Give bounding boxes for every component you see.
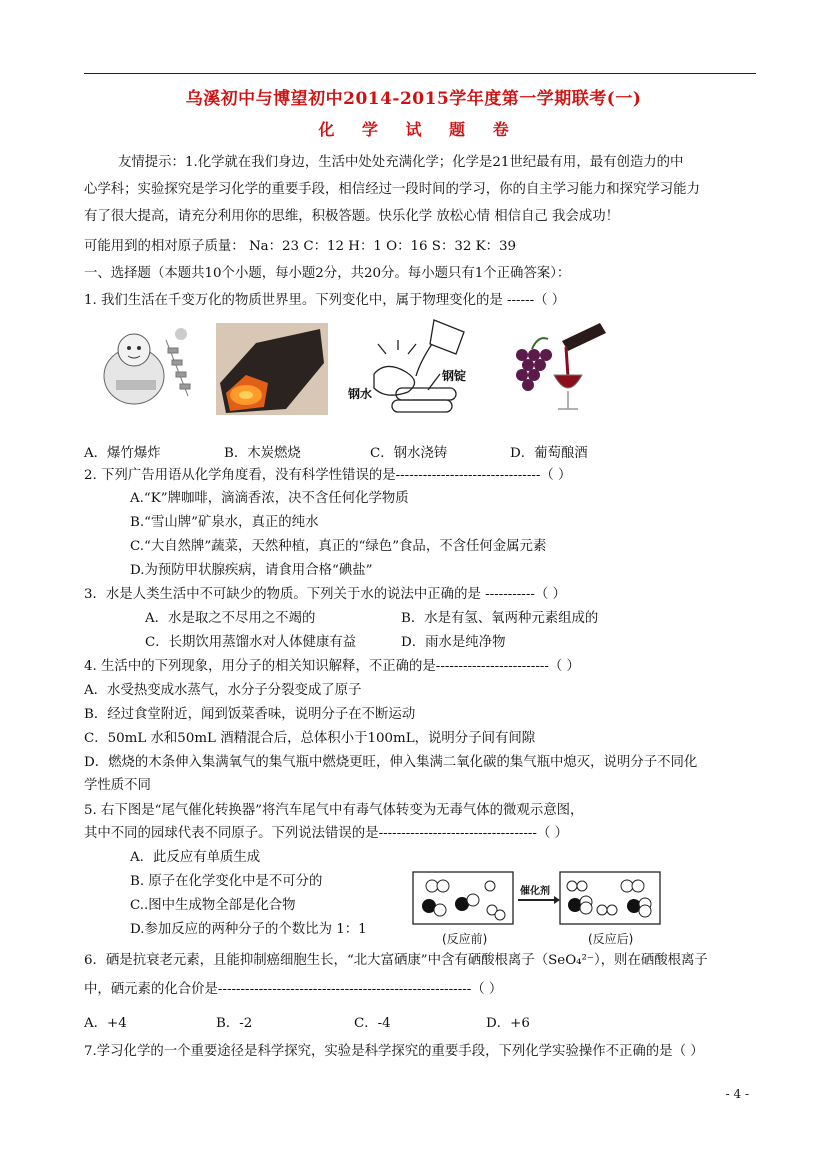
q5-option-c: C..图中生成物全部是化合物	[130, 898, 296, 913]
q6-option-b: B．-2	[216, 1016, 253, 1031]
q6-option-a: A．+4	[84, 1016, 127, 1031]
q2-stem: 2. 下列广告用语从化学角度看，没有科学性错误的是--------------------------------（ ）	[84, 468, 572, 483]
q6-stem-line2: 中，硒元素的化合价是--------------------------------------------------------（ ）	[84, 982, 503, 997]
q5-option-a: A．此反应有单质生成	[130, 850, 261, 865]
q3-options-row1	[145, 608, 598, 630]
exam-title: 乌溪初中与博望初中2014-2015学年度第一学期联考(一)	[185, 89, 642, 109]
intro-line-2: 心学科；实验探究是学习化学的重要手段，相信经过一段时间的学习，你的自主学习能力和探究学习能力	[84, 182, 700, 197]
after-caption: (反应后)	[588, 932, 634, 946]
exam-subtitle: 化 学 试 题 卷	[318, 120, 509, 139]
q5-option-b: B. 原子在化学变化中是不可分的	[130, 874, 323, 889]
catalyst-label: 催化剂	[520, 886, 550, 897]
q5-stem-line2: 其中不同的园球代表不同原子。下列说法错误的是-----------------------------------（ ）	[84, 826, 568, 841]
q2-option-d: D.为预防甲状腺疾病，请食用合格“碘盐”	[130, 563, 373, 578]
reaction-diagram	[412, 866, 664, 928]
q5-option-d: D.参加反应的两种分子的个数比为 1：1	[130, 922, 367, 937]
q3-option-a: A．水是取之不尽用之不竭的	[145, 611, 316, 626]
q4-option-b: B．经过食堂附近，闻到饭菜香味，说明分子在不断运动	[84, 707, 416, 722]
q3-option-b: B．水是有氢、氧两种元素组成的	[401, 611, 599, 626]
intro-line-3: 有了很大提高，请充分利用你的思维，积极答题。快乐化学 放松心情 相信自己 我会成功！	[84, 209, 620, 224]
q2-option-b: B.“雪山牌”矿泉水，真正的纯水	[130, 515, 319, 530]
steel-water-label: 钢水	[348, 387, 373, 401]
q3-stem: 3．水是人类生活中不可缺少的物质。下列关于水的说法中正确的是 -----------（ ）	[84, 587, 566, 602]
q2-option-a: A.“K”牌咖啡，滴滴香浓，决不含任何化学物质	[130, 491, 409, 506]
q1-option-d: D．葡萄酿酒	[510, 446, 588, 461]
steel-ingot-label: 钢锭	[442, 369, 467, 383]
q6-options	[84, 1013, 530, 1035]
q4-option-d-line2: 学性质不同	[84, 778, 151, 793]
q5-stem-line1: 5. 右下图是“尾气催化转换器”将汽车尾气中有毒气体转变为无毒气体的微观示意图，	[84, 803, 584, 818]
steel-casting-image	[346, 314, 486, 424]
section-heading: 一、选择题（本题共10个小题，每小题2分，共20分。每小题只有1个正确答案）：	[84, 266, 571, 281]
before-caption: (反应前)	[442, 932, 488, 946]
burning-charcoal-image	[216, 323, 328, 415]
q1-options	[84, 443, 588, 465]
q7-stem: 7.学习化学的一个重要途径是科学探究，实验是科学探究的重要手段，下列化学实验操作不正确的是（ ）	[84, 1044, 704, 1059]
q4-option-a: A．水受热变成水蒸气，水分子分裂变成了原子	[84, 683, 362, 698]
wine-grapes-image	[508, 321, 606, 417]
q1-option-a: A．爆竹爆炸	[84, 446, 161, 461]
q1-option-b: B．木炭燃烧	[224, 446, 301, 461]
q3-option-c: C．长期饮用蒸馏水对人体健康有益	[145, 635, 357, 650]
q1-option-c: C．钢水浇铸	[370, 446, 448, 461]
atomic-masses: 可能用到的相对原子质量： Na：23 C：12 H：1 O：16 S：32 K：39	[84, 239, 517, 254]
intro-line-1: 友情提示：1.化学就在我们身边，生活中处处充满化学；化学是21世纪最有用，最有创造力的中	[118, 155, 684, 170]
q6-option-c: C．-4	[354, 1016, 391, 1031]
q3-option-d: D．雨水是纯净物	[401, 635, 506, 650]
q4-option-d-line1: D．燃烧的木条伸入集满氧气的集气瓶中燃烧更旺，伸入集满二氧化碳的集气瓶中熄灭，说明分子不同化	[84, 755, 698, 770]
q6-stem-line1: 6．硒是抗衰老元素，且能抑制癌细胞生长，“北大富硒康”中含有硒酸根离子（SeO₄²⁻），则在硒酸根离子	[84, 953, 708, 968]
q6-option-d: D．+6	[486, 1016, 530, 1031]
page-number: - 4 -	[725, 1087, 749, 1101]
firecracker-image	[96, 320, 198, 412]
q4-stem: 4. 生活中的下列现象，用分子的相关知识解释，不正确的是-------------------------（ ）	[84, 659, 580, 674]
q4-option-c: C．50mL 水和50mL 酒精混合后，总体积小于100mL，说明分子间有间隙	[84, 731, 536, 746]
header-rule	[84, 73, 756, 74]
q2-option-c: C.“大自然牌”蔬菜，天然种植，真正的“绿色”食品，不含任何金属元素	[130, 539, 547, 554]
q3-options-row2	[145, 632, 505, 654]
q1-stem: 1. 我们生活在千变万化的物质世界里。下列变化中，属于物理变化的是 ------（ ）	[84, 293, 566, 308]
